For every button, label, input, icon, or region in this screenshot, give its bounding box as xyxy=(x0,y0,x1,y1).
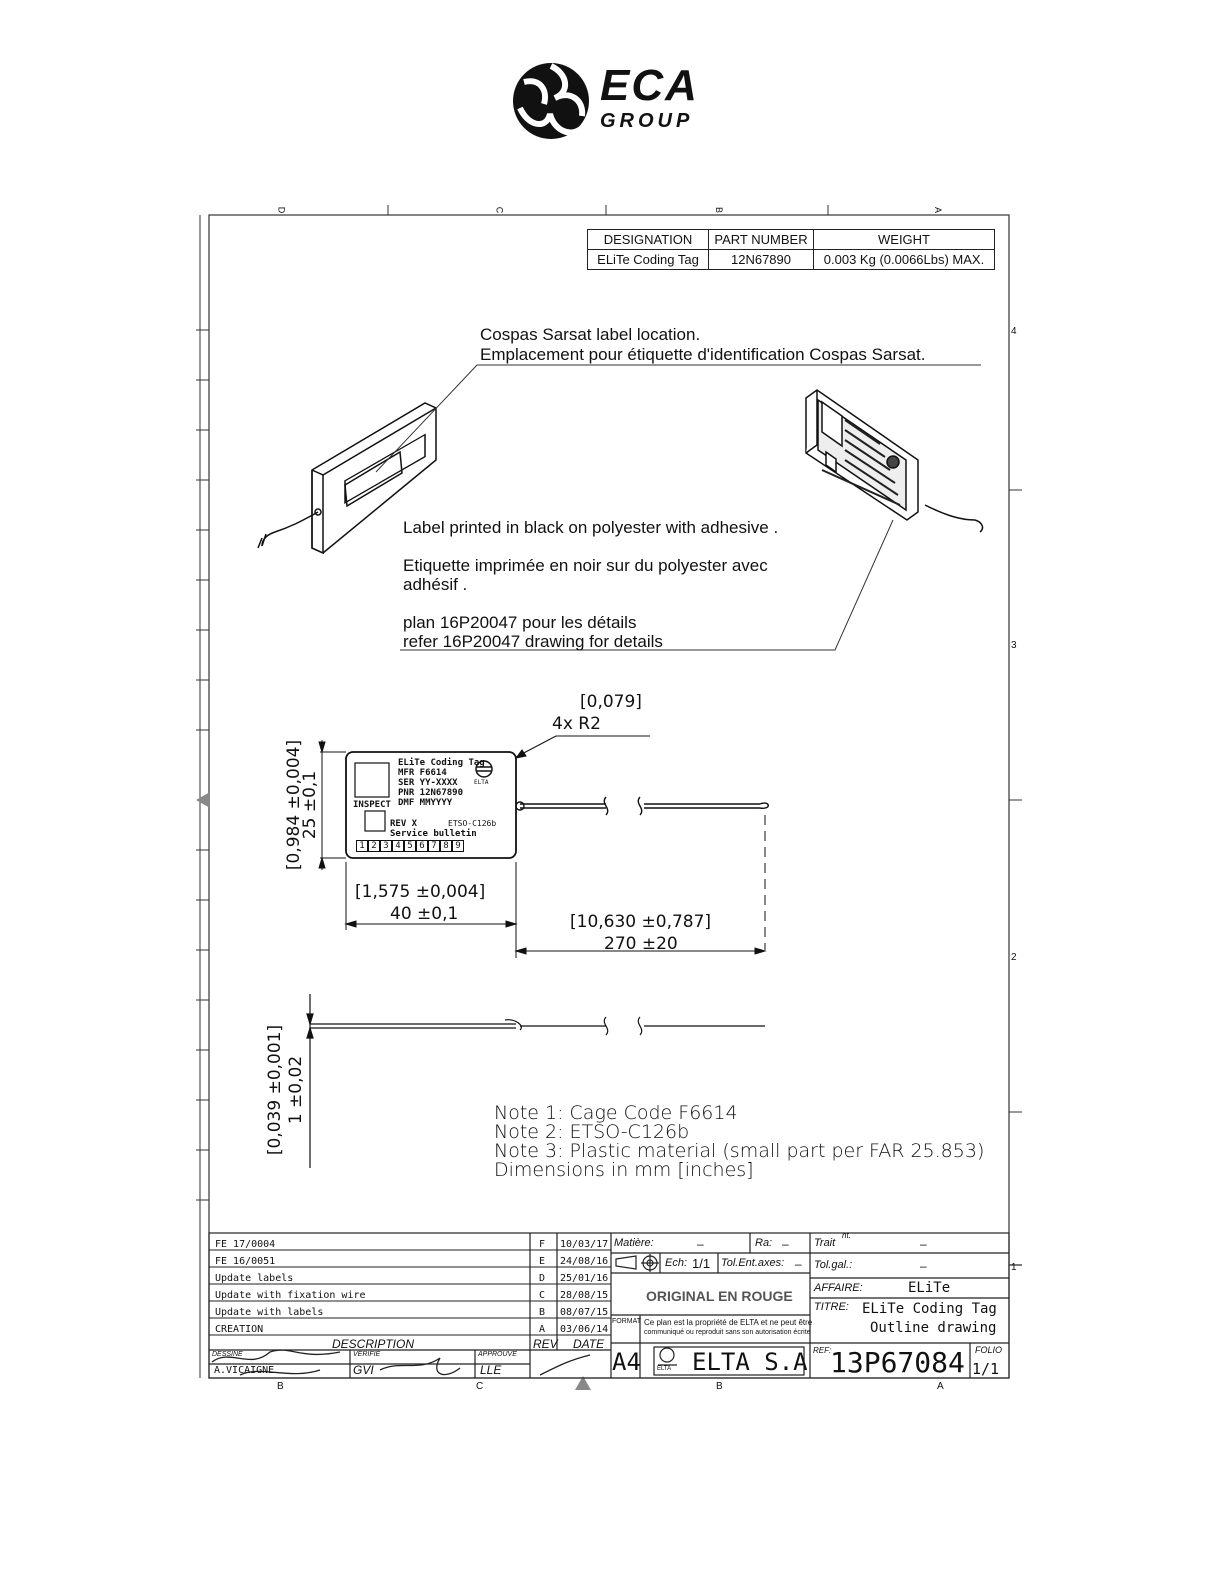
tag-ser: SER YY-XXXX xyxy=(398,778,458,788)
tag-rev: REV X xyxy=(390,819,418,829)
zone-right-3: 3 xyxy=(1011,640,1017,651)
trait-sup: nt. xyxy=(842,1231,851,1240)
note-2: Note 2: ETSO-C126b xyxy=(494,1121,690,1143)
callout-plan-en: refer 16P20047 drawing for details xyxy=(403,632,663,651)
zone-right-2: 2 xyxy=(1011,952,1017,963)
callout-label-location-en: Cospas Sarsat label location. xyxy=(480,325,701,344)
dim-radius-in: [0,079] xyxy=(580,692,642,712)
elta-logo-icon xyxy=(658,1348,677,1365)
tolent-label: Tol.Ent.axes: xyxy=(721,1257,785,1269)
rev-desc: Update labels xyxy=(215,1273,294,1284)
ref-label: REF: xyxy=(813,1346,832,1355)
tolent-value: – xyxy=(795,1257,802,1271)
zone-bottom-c: C xyxy=(476,1381,484,1392)
callout-plan-fr: plan 16P20047 pour les détails xyxy=(403,613,637,632)
rev-date: 25/01/16 xyxy=(560,1273,609,1284)
rev-date: 03/06/14 xyxy=(560,1324,609,1335)
ech-value: 1/1 xyxy=(692,1256,711,1271)
logo-sub: GROUP xyxy=(600,110,694,132)
tag-cell: 3 xyxy=(380,840,392,852)
rev-date: 08/07/15 xyxy=(560,1307,609,1318)
dim-height-in: [0,984 ±0,004] xyxy=(284,739,304,871)
tag-cell: 7 xyxy=(428,840,440,852)
rev-letter: F xyxy=(539,1239,546,1250)
tag-mfr: MFR F6614 xyxy=(398,768,447,778)
rev-desc: FE 17/0004 xyxy=(215,1239,276,1250)
zone-bottom-a: A xyxy=(937,1381,944,1392)
table-cell: 12N67890 xyxy=(709,250,814,270)
table-header: WEIGHT xyxy=(814,230,995,250)
table-header: PART NUMBER xyxy=(709,230,814,250)
drawing-notes xyxy=(494,1104,984,1180)
dessine-value: A.VICAIGNE xyxy=(214,1365,275,1376)
dim-height-mm: 25 ±0,1 xyxy=(300,770,320,840)
rev-letter: E xyxy=(539,1256,546,1267)
top-ruler xyxy=(388,205,828,215)
rev-desc: FE 16/0051 xyxy=(215,1256,276,1267)
tag-cell: 8 xyxy=(440,840,452,852)
folio-value: 1/1 xyxy=(972,1360,1000,1378)
trait-label: Trait xyxy=(814,1237,836,1249)
rev-desc: CREATION xyxy=(215,1324,264,1335)
tag-cell: 9 xyxy=(452,840,464,852)
zone-top-b: B xyxy=(714,206,725,214)
table-cell: ELiTe Coding Tag xyxy=(588,250,709,270)
dessine-label: DESSINE xyxy=(212,1351,243,1358)
right-ruler xyxy=(1009,490,1022,1112)
titre-line-2: Outline drawing xyxy=(870,1320,997,1336)
ref-value: 13P67084 xyxy=(830,1346,965,1379)
rev-letter: A xyxy=(539,1324,546,1335)
rev-desc: Update with labels xyxy=(215,1307,324,1318)
tolgal-value: – xyxy=(920,1259,927,1273)
dim-radius-mm: 4x R2 xyxy=(552,714,601,734)
tag-cell: 2 xyxy=(368,840,380,852)
dim-wire-mm: 270 ±20 xyxy=(604,934,678,954)
verifie-label: VERIFIE xyxy=(353,1351,381,1358)
table-header: DESIGNATION xyxy=(588,230,709,250)
tolgal-label: Tol.gal.: xyxy=(814,1259,853,1271)
drawing-frame xyxy=(209,215,1009,1378)
tag-3d-front-view xyxy=(806,390,982,532)
logo-brand: ECA xyxy=(600,61,699,110)
affaire-value: ELiTe xyxy=(908,1280,951,1296)
ra-label: Ra: xyxy=(755,1237,773,1249)
rev-letter: D xyxy=(539,1273,546,1284)
revision-letters xyxy=(539,1236,545,1338)
tag-cell: 5 xyxy=(404,840,416,852)
tag-title: ELiTe Coding Tag xyxy=(398,758,485,768)
zone-bottom-b: B xyxy=(277,1381,284,1392)
matiere-label: Matière: xyxy=(614,1237,654,1249)
format-label: FORMAT xyxy=(612,1318,642,1325)
tag-dmf: DMF MMYYYY xyxy=(398,798,453,808)
tag-service: Service bulletin xyxy=(390,829,477,839)
note-1: Note 1: Cage Code F6614 xyxy=(494,1102,738,1124)
zone-top-c: C xyxy=(494,206,505,214)
tag-inspect: INSPECT xyxy=(353,800,391,810)
trait-value: – xyxy=(920,1237,927,1251)
dim-thick-mm: 1 ±0,02 xyxy=(286,1055,306,1125)
tag-elta: ELTA xyxy=(474,779,489,786)
zone-bottom-b2: B xyxy=(716,1381,723,1392)
table-cell: 0.003 Kg (0.0066Lbs) MAX. xyxy=(814,250,995,270)
rev-header-desc: DESCRIPTION xyxy=(332,1337,415,1351)
tag-etso: ETSO-C126b xyxy=(448,819,497,828)
tag-cell: 1 xyxy=(356,840,368,852)
rev-date: 28/08/15 xyxy=(560,1290,609,1301)
note-units: Dimensions in mm [inches] xyxy=(494,1159,754,1181)
folio-label: FOLIO xyxy=(975,1345,1003,1355)
zone-right-4: 4 xyxy=(1011,326,1017,337)
zone-top-d: D xyxy=(276,206,287,214)
rev-header-date: DATE xyxy=(573,1337,605,1351)
callout-label-print-en: Label printed in black on polyester with adhesive . xyxy=(403,518,779,537)
titre-line-1: ELiTe Coding Tag xyxy=(862,1301,997,1317)
tag-cells xyxy=(356,840,464,852)
note-3: Note 3: Plastic material (small part per FAR 25.853) xyxy=(494,1140,985,1162)
company-logo-text: ELTA xyxy=(657,1366,672,1372)
rev-date: 10/03/17 xyxy=(560,1239,609,1250)
projection-symbol-icon xyxy=(616,1254,659,1272)
ra-value: – xyxy=(782,1237,789,1251)
dim-width-mm: 40 ±0,1 xyxy=(390,904,459,924)
titre-label: TITRE: xyxy=(814,1301,849,1313)
revision-descriptions xyxy=(215,1236,366,1338)
zone-top-a: A xyxy=(933,206,944,214)
callout-label-print-fr-2: adhésif . xyxy=(403,575,468,594)
approuve-label: APPROUVE xyxy=(478,1351,517,1358)
rev-letter: B xyxy=(539,1307,546,1318)
property-line-2: communiqué ou reproduit sans son autorisation écrite xyxy=(644,1329,811,1336)
callout-label-location-fr: Emplacement pour étiquette d'identification Cospas Sarsat. xyxy=(480,345,926,364)
center-mark-left xyxy=(196,792,210,808)
original-stamp: ORIGINAL EN ROUGE xyxy=(646,1288,793,1304)
matiere-value: – xyxy=(697,1237,704,1251)
affaire-label: AFFAIRE: xyxy=(814,1282,863,1294)
weight-table xyxy=(587,229,995,270)
company-name: ELTA S.A xyxy=(692,1348,808,1376)
tag-cell: 6 xyxy=(416,840,428,852)
tag-label-text xyxy=(398,758,485,808)
tag-pnr: PNR 12N67890 xyxy=(398,788,464,798)
rev-header-rev: REV xyxy=(533,1337,558,1351)
rev-date: 24/08/16 xyxy=(560,1256,609,1267)
callout-label-print-fr-1: Etiquette imprimée en noir sur du polyester avec xyxy=(403,556,768,575)
dim-width-in: [1,575 ±0,004] xyxy=(355,882,486,902)
property-line-1: Ce plan est la propriété de ELTA et ne peut être xyxy=(644,1318,813,1327)
format-value: A4 xyxy=(612,1348,641,1376)
approuve-value: LLE xyxy=(480,1363,502,1377)
revision-dates xyxy=(560,1236,608,1338)
tag-cell: 4 xyxy=(392,840,404,852)
rev-letter: C xyxy=(539,1290,546,1301)
ech-label: Ech: xyxy=(665,1257,688,1269)
dim-thick-in: [0,039 ±0,001] xyxy=(265,1024,285,1156)
dim-wire-in: [10,630 ±0,787] xyxy=(570,912,712,932)
rev-desc: Update with fixation wire xyxy=(215,1290,366,1301)
verifie-value: GVI xyxy=(353,1363,374,1377)
zone-right-1: 1 xyxy=(1011,1262,1017,1273)
